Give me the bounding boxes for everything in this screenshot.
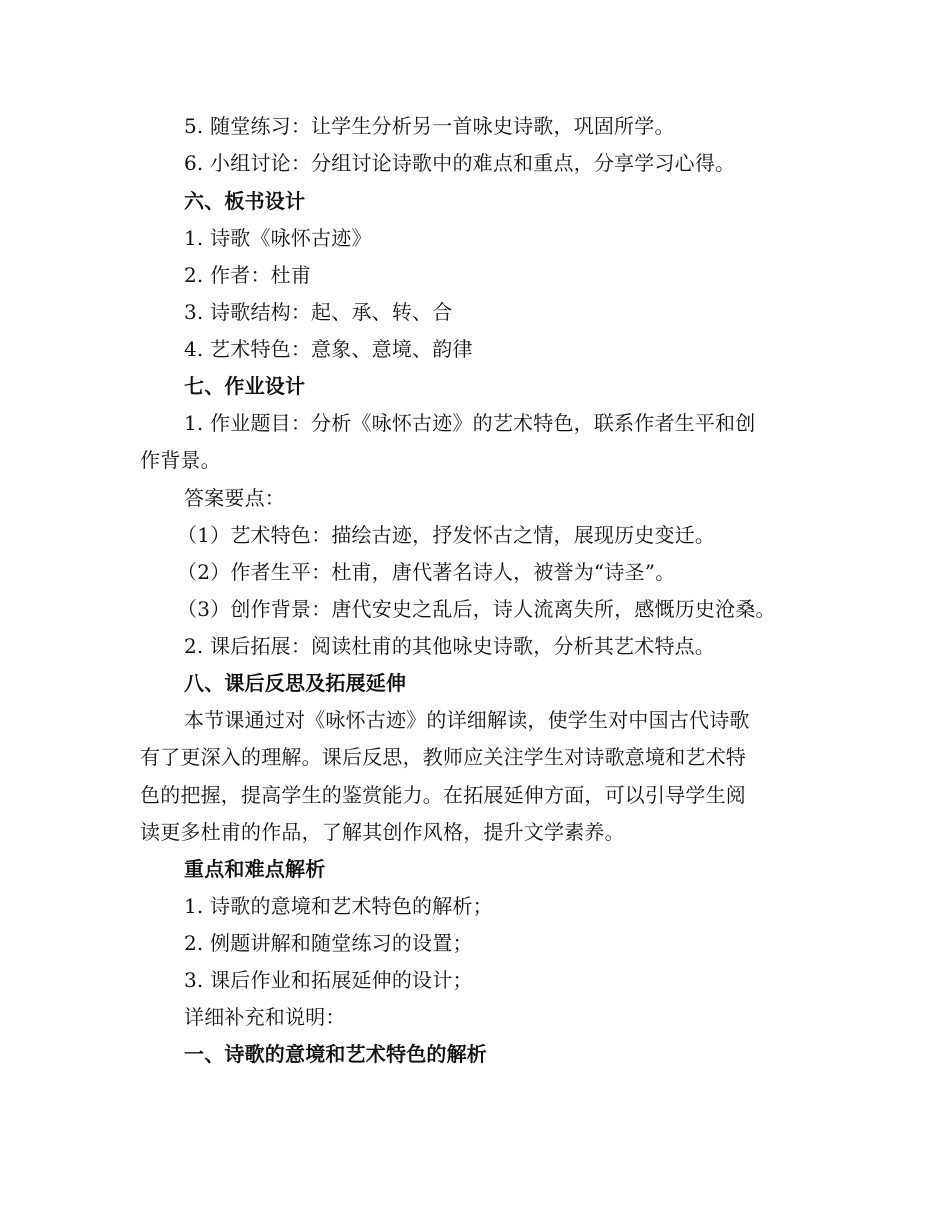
section-heading-board-design: 六、板书设计 [184, 189, 306, 213]
list-item-author: 2. 作者：杜甫 [184, 263, 312, 287]
list-item-art-features: 4. 艺术特色：意象、意境、韵律 [184, 337, 473, 361]
list-item-key-point-1: 1. 诗歌的意境和艺术特色的解析； [184, 894, 493, 918]
answer-point-art-features: （1）艺术特色：描绘古迹，抒发怀古之情，展现历史变迁。 [177, 523, 716, 547]
supplement-label: 详细补充和说明： [184, 1005, 346, 1029]
list-item-practice: 5. 随堂练习：让学生分析另一首咏史诗歌，巩固所学。 [184, 114, 675, 138]
list-item-key-point-3: 3. 课后作业和拓展延伸的设计； [184, 968, 473, 992]
reflection-paragraph-line-2: 有了更深入的理解。课后反思，教师应关注学生对诗歌意境和艺术特 [140, 745, 746, 769]
list-item-poem-title: 1. 诗歌《咏怀古迹》 [184, 226, 372, 250]
answer-points-label: 答案要点： [184, 486, 285, 510]
list-item-homework-topic: 1. 作业题目：分析《咏怀古迹》的艺术特色，联系作者生平和创 [184, 411, 756, 435]
list-item-key-point-2: 2. 例题讲解和随堂练习的设置； [184, 931, 473, 955]
reflection-paragraph-line-4: 读更多杜甫的作品，了解其创作风格，提升文学素养。 [140, 820, 625, 844]
list-item-extension: 2. 课后拓展：阅读杜甫的其他咏史诗歌，分析其艺术特点。 [184, 634, 716, 658]
answer-point-author-life: （2）作者生平：杜甫，唐代著名诗人，被誉为“诗圣”。 [177, 560, 676, 584]
section-heading-homework-design: 七、作业设计 [184, 374, 306, 398]
section-heading-reflection: 八、课后反思及拓展延伸 [184, 671, 407, 695]
list-item-homework-topic-continued: 作背景。 [140, 448, 221, 472]
section-heading-poem-analysis: 一、诗歌的意境和艺术特色的解析 [184, 1042, 487, 1066]
reflection-paragraph-line-3: 色的把握，提高学生的鉴赏能力。在拓展延伸方面，可以引导学生阅 [140, 783, 746, 807]
list-item-group-discussion: 6. 小组讨论：分组讨论诗歌中的难点和重点，分享学习心得。 [184, 151, 736, 175]
section-heading-key-points: 重点和难点解析 [184, 857, 326, 881]
reflection-paragraph-line-1: 本节课通过对《咏怀古迹》的详细解读，使学生对中国古代诗歌 [184, 708, 750, 732]
answer-point-creation-background: （3）创作背景：唐代安史之乱后，诗人流离失所，感慨历史沧桑。 [177, 597, 776, 621]
list-item-poem-structure: 3. 诗歌结构：起、承、转、合 [184, 300, 453, 324]
